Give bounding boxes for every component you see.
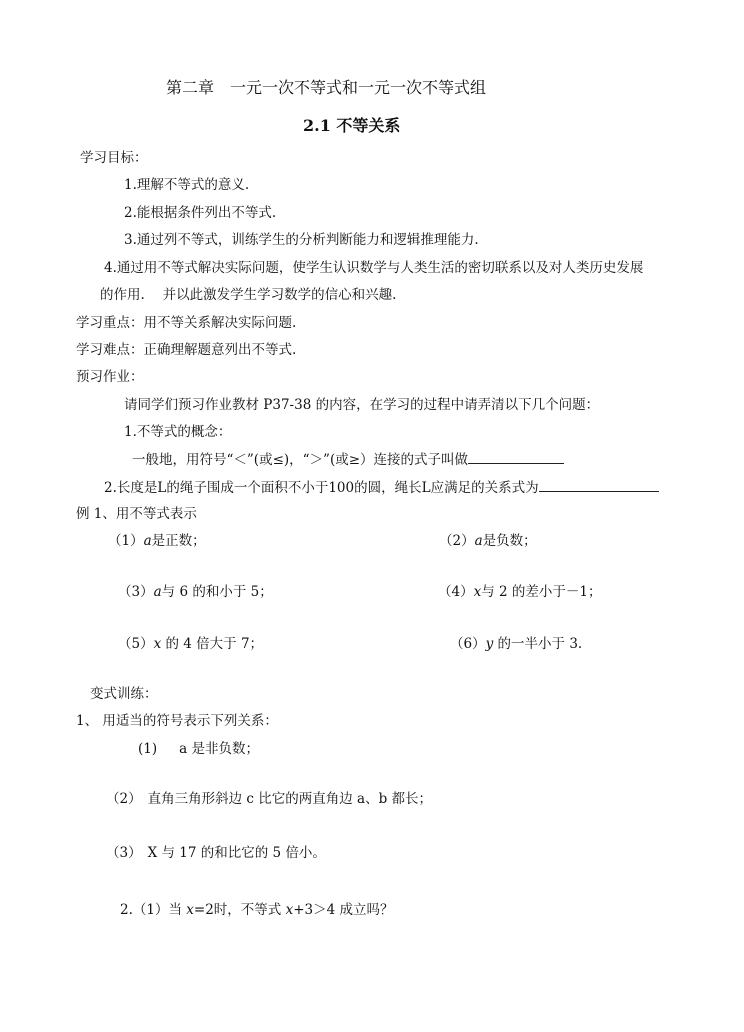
- example-item: [450, 636, 582, 652]
- item-number: （4）: [438, 584, 474, 600]
- preview-q1: [132, 451, 564, 468]
- q2-prefix: 2.（1）当: [120, 902, 187, 918]
- preview-q2-text: 2.长度是L的绳子围成一个面积不小于100的圆，绳长L应满足的关系式为: [104, 480, 539, 496]
- preview-q1-heading: 1.不等式的概念：: [124, 424, 232, 440]
- math-variable: x: [153, 636, 162, 652]
- math-variable: a: [143, 533, 152, 549]
- item-text: 是正数；: [151, 533, 206, 549]
- example-item: [108, 533, 206, 549]
- item-number: （5）: [118, 636, 154, 652]
- item-number: （6）: [450, 636, 486, 652]
- variant-item: [106, 845, 326, 861]
- variant-item: [138, 741, 259, 757]
- math-variable: x: [285, 902, 294, 918]
- preview-intro: 请同学们预习作业教材 P37-38 的内容，在学习的过程中请弄清以下几个问题：: [124, 397, 600, 413]
- item-text: 与 6 的和小于 5；: [161, 584, 273, 600]
- goal-item: 的作用. 并以此激发学生学习数学的信心和兴趣.: [100, 287, 397, 303]
- example-item: [438, 584, 601, 600]
- variant-item: [106, 791, 432, 807]
- example-heading: 例 1、用不等式表示: [76, 506, 197, 522]
- item-number: （2）: [106, 791, 142, 807]
- chapter-title: 第二章 一元一次不等式和一元一次不等式组: [166, 78, 487, 97]
- math-variable: x: [473, 584, 482, 600]
- answer-blank[interactable]: [539, 479, 659, 492]
- answer-blank[interactable]: [468, 451, 564, 464]
- example-item: [439, 533, 537, 549]
- item-text: a 是非负数；: [179, 741, 259, 757]
- goals-heading: 学习目标：: [80, 150, 148, 166]
- item-text: X 与 17 的和比它的 5 倍小。: [147, 845, 326, 861]
- math-variable: y: [485, 636, 494, 652]
- goal-item: 2.能根据条件列出不等式.: [124, 205, 277, 221]
- item-text: 的一半小于 3.: [493, 636, 583, 652]
- q2-middle: =2时，不等式: [193, 902, 286, 918]
- section-title: 2.1 不等关系: [303, 116, 401, 135]
- item-number: （1）: [108, 533, 144, 549]
- goal-item: 4.通过用不等式解决实际问题，使学生认识数学与人类生活的密切联系以及对人类历史发展: [104, 260, 644, 276]
- goal-item: 1.理解不等式的意义.: [124, 177, 250, 193]
- example-item: [118, 584, 273, 600]
- variant-heading: 变式训练：: [90, 686, 158, 702]
- preview-heading: 预习作业：: [76, 369, 144, 385]
- focus-line: 学习重点：用不等关系解决实际问题.: [76, 315, 297, 331]
- math-variable: a: [474, 533, 483, 549]
- math-variable: a: [153, 584, 162, 600]
- example-item: [118, 636, 263, 652]
- difficulty-line: 学习难点：正确理解题意列出不等式.: [76, 342, 297, 358]
- variant-q1-heading: 1、 用适当的符号表示下列关系：: [76, 713, 278, 729]
- item-text: 直角三角形斜边 c 比它的两直角边 a、b 都长；: [147, 791, 433, 807]
- item-text: 的 4 倍大于 7；: [161, 636, 264, 652]
- item-number: （2）: [439, 533, 475, 549]
- item-text: 与 2 的差小于－1；: [481, 584, 602, 600]
- item-text: 是负数；: [482, 533, 537, 549]
- goal-item: 3.通过列不等式，训练学生的分析判断能力和逻辑推理能力.: [124, 232, 479, 248]
- preview-q2: [104, 479, 659, 496]
- item-number: (1): [138, 741, 158, 757]
- math-variable: x: [186, 902, 194, 918]
- q2-suffix: +3＞4 成立吗？: [293, 902, 394, 918]
- preview-q1-text: 一般地，用符号“＜”(或≤)，“＞”(或≥）连接的式子叫做: [132, 452, 469, 468]
- item-number: （3）: [106, 845, 142, 861]
- item-number: （3）: [118, 584, 154, 600]
- variant-q2: [120, 902, 394, 918]
